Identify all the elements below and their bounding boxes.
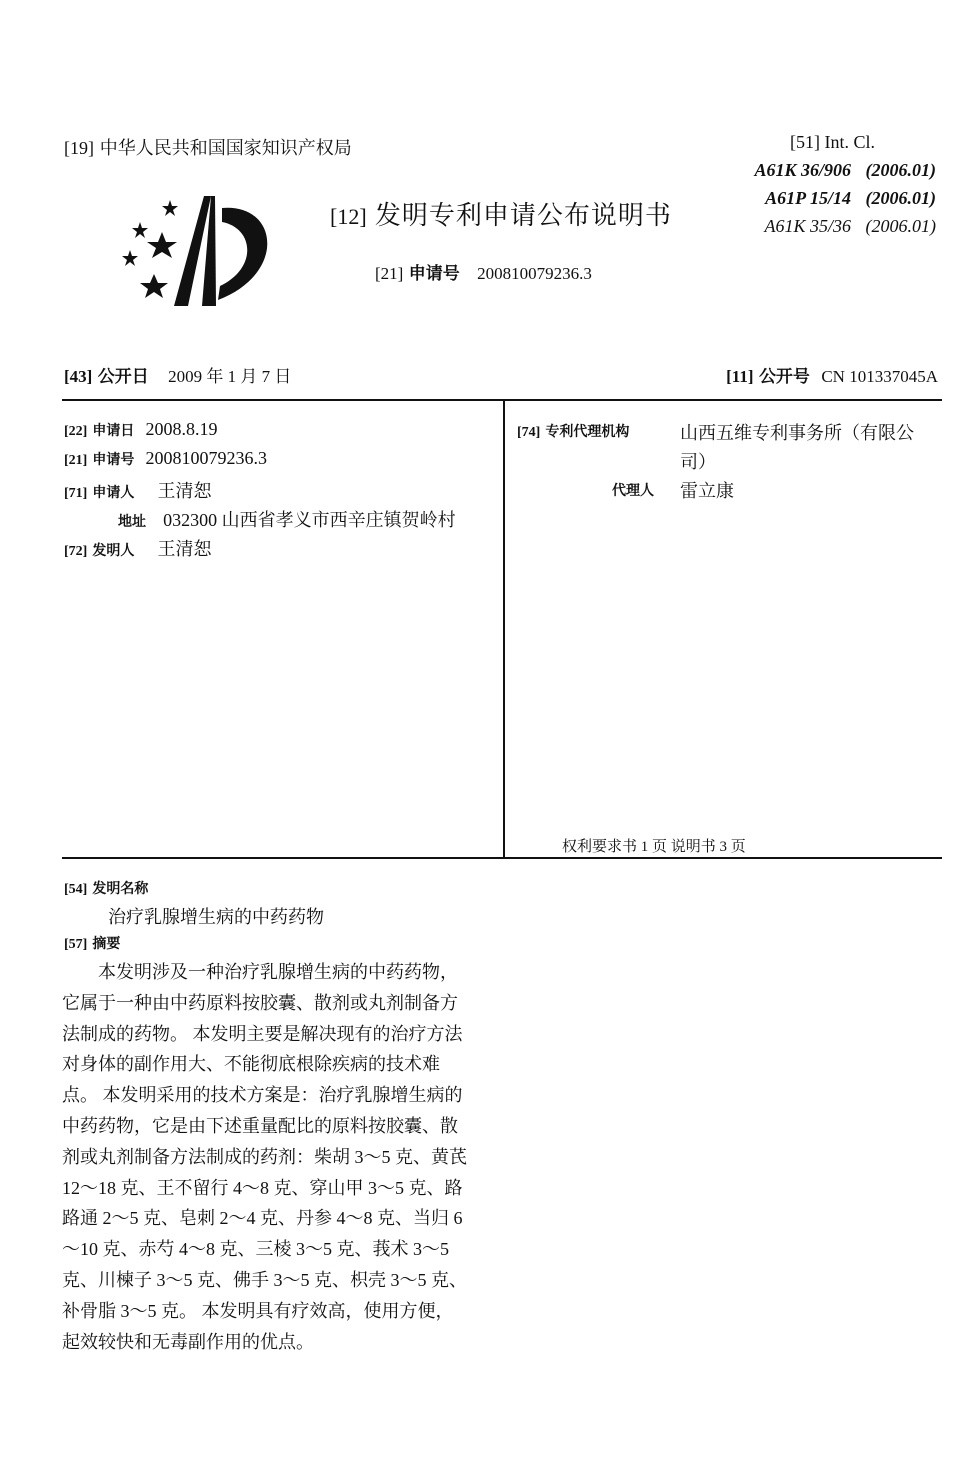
abstract-code: [57] [64, 937, 88, 952]
int-cl-heading [790, 132, 875, 153]
address-label: 地址 [118, 514, 146, 530]
agency-label-group [517, 421, 629, 441]
int-cl-code: [51] [790, 132, 820, 152]
application-number-code: [21] [64, 453, 88, 468]
applicant-label: 申请人 [92, 485, 135, 501]
applicant-name: 王清恕 [157, 481, 212, 501]
application-number: 200810079236.3 [145, 448, 268, 468]
publication-date-label: 公开日 [97, 367, 149, 387]
inventor-code: [72] [64, 544, 88, 559]
abstract-heading [64, 933, 120, 953]
applicant-row [64, 477, 212, 503]
abstract-line: 起效较快和无毒副作用的优点。 [62, 1331, 314, 1352]
abstract-line: 路通 2～5 克、皂刺 2～4 克、丹参 4～8 克、当归 6 [62, 1208, 463, 1229]
publication-number-line [726, 362, 938, 387]
abstract-line: 剂或丸剂制备方法制成的药剂：柴胡 3～5 克、黄芪 [62, 1146, 467, 1167]
abstract-line: 对身体的副作用大、不能彻底根除疾病的技术难 [62, 1054, 440, 1075]
invention-title: 治疗乳腺增生病的中药药物 [108, 907, 324, 927]
abstract-line: 法制成的药物。 本发明主要是解决现有的治疗方法 [62, 1023, 463, 1044]
filing-date-code: [22] [64, 424, 88, 439]
abstract-line: 补骨脂 3～5 克。 本发明具有疗效高，使用方便， [62, 1300, 454, 1321]
abstract-line: 12～18 克、王不留行 4～8 克、穿山甲 3～5 克、路 [62, 1177, 463, 1198]
office-code: [19] [64, 138, 94, 158]
agency-code: [74] [517, 425, 541, 440]
filing-date-label: 申请日 [92, 423, 135, 439]
inventor-name: 王清恕 [157, 539, 212, 559]
agency-label: 专利代理机构 [545, 424, 630, 440]
abstract-line: 克、川楝子 3～5 克、佛手 3～5 克、枳壳 3～5 克、 [62, 1269, 467, 1290]
application-number-row [64, 448, 267, 469]
office-line [64, 134, 352, 160]
classification-code-2: A61P 15/14 [765, 188, 851, 208]
invention-title-code: [54] [64, 882, 88, 897]
abstract-body [62, 957, 492, 1357]
classification-line-3 [764, 216, 936, 237]
doc-type-line [330, 195, 672, 232]
app-no-line [375, 259, 592, 284]
publication-number-label: 公开号 [758, 367, 810, 387]
classification-version-1: (2006.01) [865, 160, 936, 180]
agent-label: 代理人 [612, 483, 654, 499]
applicant-code: [71] [64, 486, 88, 501]
filing-date: 2008.8.19 [145, 419, 218, 439]
address-row [118, 506, 456, 532]
filing-date-row [64, 419, 218, 440]
cnipa-emblem-icon [118, 188, 270, 313]
abstract-line: 本发明涉及一种治疗乳腺增生病的中药药物， [98, 962, 458, 982]
doc-type-code: [12] [330, 204, 367, 229]
app-no-value: 200810079236.3 [477, 264, 592, 283]
classification-line-1 [754, 160, 936, 181]
app-no-label: 申请号 [408, 264, 460, 284]
application-number-label: 申请号 [92, 452, 135, 468]
inventor-row [64, 535, 212, 561]
int-cl-label: Int. Cl. [824, 132, 876, 152]
classification-version-3: (2006.01) [865, 216, 936, 236]
agent-name: 雷立康 [680, 481, 734, 501]
applicant-address: 032300 山西省孝义市西辛庄镇贺岭村 [163, 510, 456, 530]
doc-type-title: 发明专利申请公布说明书 [374, 201, 672, 231]
classification-version-2: (2006.01) [865, 188, 936, 208]
pages-note: 权利要求书 1 页 说明书 3 页 [562, 839, 746, 855]
top-rule [62, 399, 942, 401]
abstract-line: 点。 本发明采用的技术方案是：治疗乳腺增生病的 [62, 1085, 463, 1106]
agency-name-line-1: 山西五维专利事务所（有限公 [680, 423, 914, 443]
bottom-rule [62, 857, 942, 859]
publication-date: 2009 年 1 月 7 日 [168, 367, 292, 386]
classification-code-3: A61K 35/36 [764, 216, 851, 236]
abstract-line: 它属于一种由中药原料按胶囊、散剂或丸剂制备方 [62, 992, 458, 1013]
invention-title-label: 发明名称 [92, 881, 149, 897]
publication-number: CN 101337045A [821, 367, 938, 386]
abstract-label: 摘要 [92, 936, 121, 952]
agency-name-line-2: 司） [680, 452, 716, 472]
column-divider [503, 401, 505, 859]
invention-title-heading [64, 878, 148, 898]
classification-code-1: A61K 36/906 [754, 160, 851, 180]
office-name: 中华人民共和国国家知识产权局 [99, 138, 352, 159]
classification-line-2 [765, 188, 936, 209]
inventor-label: 发明人 [92, 543, 135, 559]
abstract-line: ～10 克、赤芍 4～8 克、三棱 3～5 克、莪术 3～5 [62, 1239, 449, 1260]
publication-date-code: [43] [64, 367, 93, 386]
publication-number-code: [11] [726, 367, 754, 386]
publication-date-line [64, 362, 291, 387]
abstract-line: 中药药物，它是由下述重量配比的原料按胶囊、散 [62, 1115, 458, 1136]
app-no-code: [21] [375, 264, 404, 283]
